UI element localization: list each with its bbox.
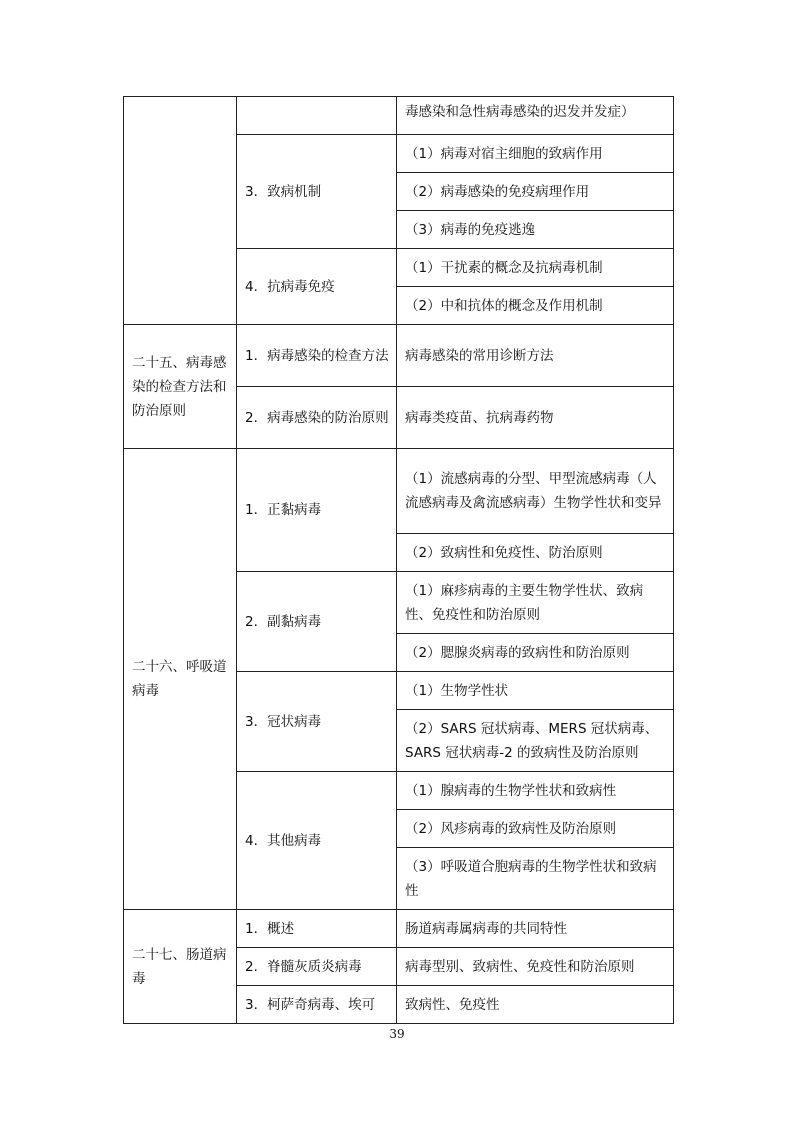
table-row — [124, 325, 674, 387]
section-cell: 二十六、呼吸道病毒 — [124, 449, 237, 910]
table-row — [124, 449, 674, 534]
page-number: 39 — [389, 1027, 405, 1041]
detail-cell: 毒感染和急性病毒感染的迟发并发症） — [397, 97, 674, 135]
detail-cell: （1）干扰素的概念及抗病毒机制 — [397, 249, 674, 287]
detail-cell: （3）呼吸道合胞病毒的生物学性状和致病性 — [397, 848, 674, 910]
syllabus-table — [123, 96, 674, 1024]
detail-cell: 病毒感染的常用诊断方法 — [397, 325, 674, 387]
table-row — [124, 910, 674, 948]
detail-cell: （3）病毒的免疫逃逸 — [397, 211, 674, 249]
detail-cell: （1）流感病毒的分型、甲型流感病毒（人流感病毒及禽流感病毒）生物学性状和变异 — [397, 449, 674, 534]
topic-cell: 1．病毒感染的检查方法 — [237, 325, 397, 387]
topic-cell: 2．脊髓灰质炎病毒 — [237, 948, 397, 986]
detail-cell: 肠道病毒属病毒的共同特性 — [397, 910, 674, 948]
section-cell: 二十五、病毒感染的检查方法和防治原则 — [124, 325, 237, 449]
detail-cell: （1）腺病毒的生物学性状和致病性 — [397, 772, 674, 810]
topic-cell: 4．抗病毒免疫 — [237, 249, 397, 325]
detail-cell: （2）SARS 冠状病毒、MERS 冠状病毒、SARS 冠状病毒-2 的致病性及防治原则 — [397, 710, 674, 772]
topic-cell: 3．致病机制 — [237, 135, 397, 249]
detail-cell: （1）麻疹病毒的主要生物学性状、致病性、免疫性和防治原则 — [397, 572, 674, 634]
detail-cell: （2）风疹病毒的致病性及防治原则 — [397, 810, 674, 848]
topic-cell: 1．概述 — [237, 910, 397, 948]
detail-cell: 致病性、免疫性 — [397, 986, 674, 1024]
table-row — [124, 97, 674, 135]
topic-cell: 3．柯萨奇病毒、埃可 — [237, 986, 397, 1024]
detail-cell: 病毒类疫苗、抗病毒药物 — [397, 387, 674, 449]
detail-cell: （1）生物学性状 — [397, 672, 674, 710]
detail-cell: （2）病毒感染的免疫病理作用 — [397, 173, 674, 211]
detail-cell: （2）致病性和免疫性、防治原则 — [397, 534, 674, 572]
detail-cell: （2）中和抗体的概念及作用机制 — [397, 287, 674, 325]
topic-cell: 3．冠状病毒 — [237, 672, 397, 772]
section-cell-continued — [124, 97, 237, 325]
topic-cell-continued — [237, 97, 397, 135]
topic-cell: 2．副黏病毒 — [237, 572, 397, 672]
detail-cell: （1）病毒对宿主细胞的致病作用 — [397, 135, 674, 173]
detail-cell: （2）腮腺炎病毒的致病性和防治原则 — [397, 634, 674, 672]
topic-cell: 1．正黏病毒 — [237, 449, 397, 572]
detail-cell: 病毒型别、致病性、免疫性和防治原则 — [397, 948, 674, 986]
topic-cell: 4．其他病毒 — [237, 772, 397, 910]
topic-cell: 2．病毒感染的防治原则 — [237, 387, 397, 449]
section-cell: 二十七、肠道病毒 — [124, 910, 237, 1024]
